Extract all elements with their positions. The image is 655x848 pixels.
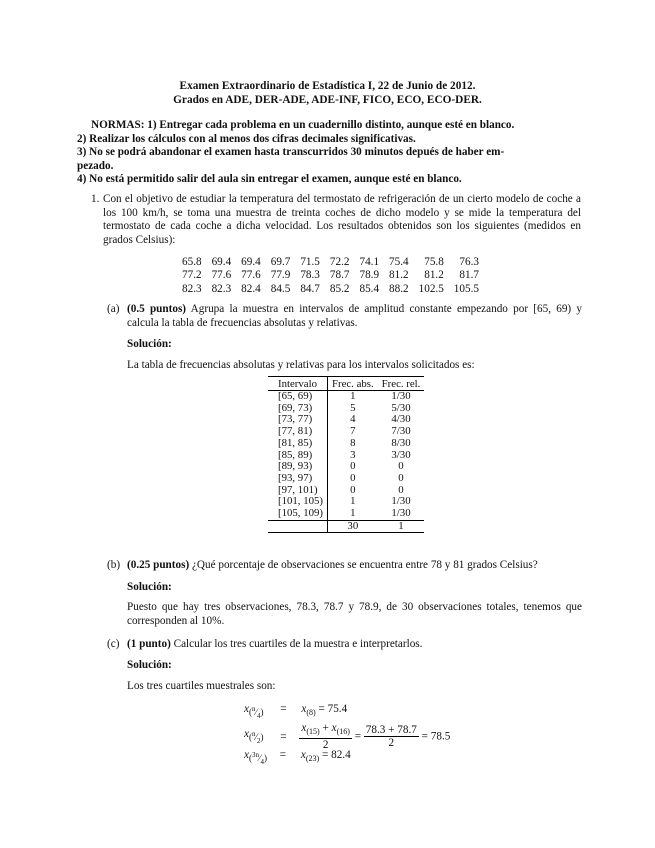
q2-numerator: 78.3 + 78.7 [365,724,417,737]
table-cell: 5 [350,401,356,414]
problem-number: 1. [91,193,100,205]
table-cell: 3 [350,448,356,461]
table-cell: 1/30 [391,390,411,402]
column-header: Intervalo [268,377,327,391]
table-cell: 8/30 [391,436,411,449]
table-cell: 4 [350,413,356,426]
q1-value: 75.4 [327,703,348,715]
column-header: Frec. rel. [378,377,425,391]
table-row [268,508,424,520]
table-cell: 0 [398,471,404,484]
part-b-text: ¿Qué porcentaje de observaciones se encuentra entre 78 y 81 grados Celsius? [191,559,538,571]
rule-3-cont: pezado. [77,159,114,172]
table-cell: 0 [350,460,356,473]
sample-data-table [177,255,484,296]
rule-4: 4) No está permitido salir del aula sin entregar el examen, aunque esté en blanco. [77,173,462,186]
part-c-text: Calcular los tres cuartiles de la muestra e interpretarlos. [173,638,423,650]
part-b-label: (b) [107,559,121,571]
part-a [107,303,582,330]
table-cell: 0 [398,483,404,496]
table-row [268,391,424,403]
problem-statement: Con el objetivo de estudiar la temperatura del termostato de refrigeración de un cierto modelo de coche a los 100 km/h, se toma una muestra de treinta coches de dicho modelo y se mide la temperatura del termostato de cada coche a dicha velocidad. Los resultados obtenidos son los siguientes (medidos en grados Celsius): [103,193,581,246]
table-cell: [69, 73) [268,403,327,415]
data-cell: 77.2 [182,269,202,282]
part-a-intro: La tabla de frecuencias absolutas y relativas para los intervalos solicitados es: [127,359,475,371]
data-cell: 82.3 [182,282,202,295]
data-row [177,269,484,283]
table-cell: 1/30 [391,495,411,508]
table-cell: [65, 69) [268,391,327,403]
data-cell: 77.6 [241,269,261,282]
data-cell: 82.3 [211,282,232,295]
data-cell: 72.2 [329,255,350,268]
exam-header [0,79,655,107]
data-cell: 71.5 [300,255,320,268]
frequency-table-header [268,377,424,391]
table-cell: [73, 77) [268,414,327,426]
problem-1 [91,193,581,247]
data-cell: 65.8 [182,255,202,268]
data-cell: 78.3 [300,269,320,282]
table-cell: 1 [350,390,356,402]
table-cell: [105, 109) [268,508,327,520]
table-cell: 5/30 [391,401,411,414]
data-row [177,282,484,296]
table-total-cell: 1 [378,520,425,533]
table-cell: [89, 93) [268,461,327,473]
part-c-label: (c) [107,638,120,650]
data-cell: 81.2 [424,269,444,282]
table-cell: [101, 105) [268,496,327,508]
table-cell: 7/30 [391,425,411,438]
table-cell: 7 [350,425,356,438]
data-cell: 88.2 [389,282,409,295]
part-a-text: Agrupa la muestra en intervalos de amplitud constante empezando por [65, 69) y calcula la tabla de frecuencias absolutas y relativas. [127,303,582,329]
part-c-points: (1 punto) [127,638,171,650]
data-row [177,255,484,269]
rule-1: NORMAS: 1) Entregar cada problema en un cuadernillo distinto, aunque esté en blanco. [91,119,515,131]
q3-value: 82.4 [331,749,351,761]
rule-3: 3) No se podrá abandonar el examen hasta transcurridos 30 minutos depués de haber em- [77,146,505,159]
data-cell: 69.4 [211,255,232,268]
quartile-q2-eq: $x_{(^n⁄_2)}$ = $\frac{x_{(15)} + x_{(16)}}{2}$ = $\frac{78.3 + 78.7}{2}$ = 78.5 [244,722,451,752]
table-cell [268,520,327,533]
table-cell: [81, 85) [268,438,327,450]
table-row [268,438,424,450]
table-cell: 0 [350,483,356,496]
column-header: Frec. abs. [327,377,377,391]
table-cell: [97, 101) [268,485,327,497]
data-cell: 77.6 [211,269,232,282]
data-cell: 84.7 [300,282,320,295]
data-cell: 82.4 [241,282,261,295]
data-cell: 84.5 [270,282,291,295]
table-cell: 4/30 [391,413,411,426]
data-cell: 75.4 [389,255,409,268]
table-row [268,473,424,485]
data-cell: 69.7 [270,255,291,268]
q2-value: 78.5 [430,730,451,743]
table-cell: 1/30 [391,507,411,520]
table-cell: 0 [398,460,404,473]
data-cell: 105.5 [453,282,479,295]
quartile-q3-eq: $x_{(^{3n}⁄_4)} = x_{(23)} = 82.4$ [244,749,351,766]
part-c-solution-label: Solución: [127,659,172,671]
data-cell: 81.2 [389,269,409,282]
part-a-solution-label: Solución: [127,338,172,350]
data-cell: 76.3 [459,255,479,268]
data-cell: 78.9 [359,269,380,282]
data-cell: 81.7 [459,269,479,282]
data-cell: 85.4 [359,282,380,295]
table-cell: 3/30 [391,448,411,461]
q2-denominator: 2 [388,737,395,750]
part-c [107,638,582,652]
header-line-2: Grados en ADE, DER-ADE, ADE-INF, FICO, ECO, ECO-DER. [173,94,482,106]
frequency-table [268,376,424,533]
data-cell: 77.9 [270,269,291,282]
table-cell: 8 [350,436,356,449]
part-b [107,559,582,573]
data-cell: 78.7 [329,269,350,282]
table-cell: 1 [350,495,356,508]
table-total-cell: 30 [327,520,377,533]
table-cell: 1 [350,507,356,520]
part-b-points: (0.25 puntos) [127,559,190,571]
table-cell: [77, 81) [268,426,327,438]
rule-2: 2) Realizar los cálculos con al menos dos cifras decimales significativas. [77,132,416,145]
data-cell: 74.1 [359,255,380,268]
part-a-label: (a) [107,303,120,315]
part-b-solution-label: Solución: [127,581,172,593]
rules-block [77,119,575,187]
data-cell: 69.4 [241,255,261,268]
part-b-answer: Puesto que hay tres observaciones, 78.3, 78.7 y 78.9, de 30 observaciones totales, tenemos que corresponden al 10%. [127,601,582,627]
part-a-points: (0.5 puntos) [127,303,187,315]
part-c-intro: Los tres cuartiles muestrales son: [127,680,276,692]
header-line-1: Examen Extraordinario de Estadística I, 22 de Junio de 2012. [179,80,476,92]
data-cell: 75.8 [424,255,444,268]
table-total-row [268,520,424,533]
table-cell: [93, 97) [268,473,327,485]
quartile-q1-eq: $x_{(^n⁄_4)} = x_{(8)} = 75.4$ [244,703,348,720]
data-cell: 102.5 [418,282,444,295]
table-cell: 0 [350,471,356,484]
data-cell: 85.2 [329,282,350,295]
table-cell: [85, 89) [268,450,327,462]
